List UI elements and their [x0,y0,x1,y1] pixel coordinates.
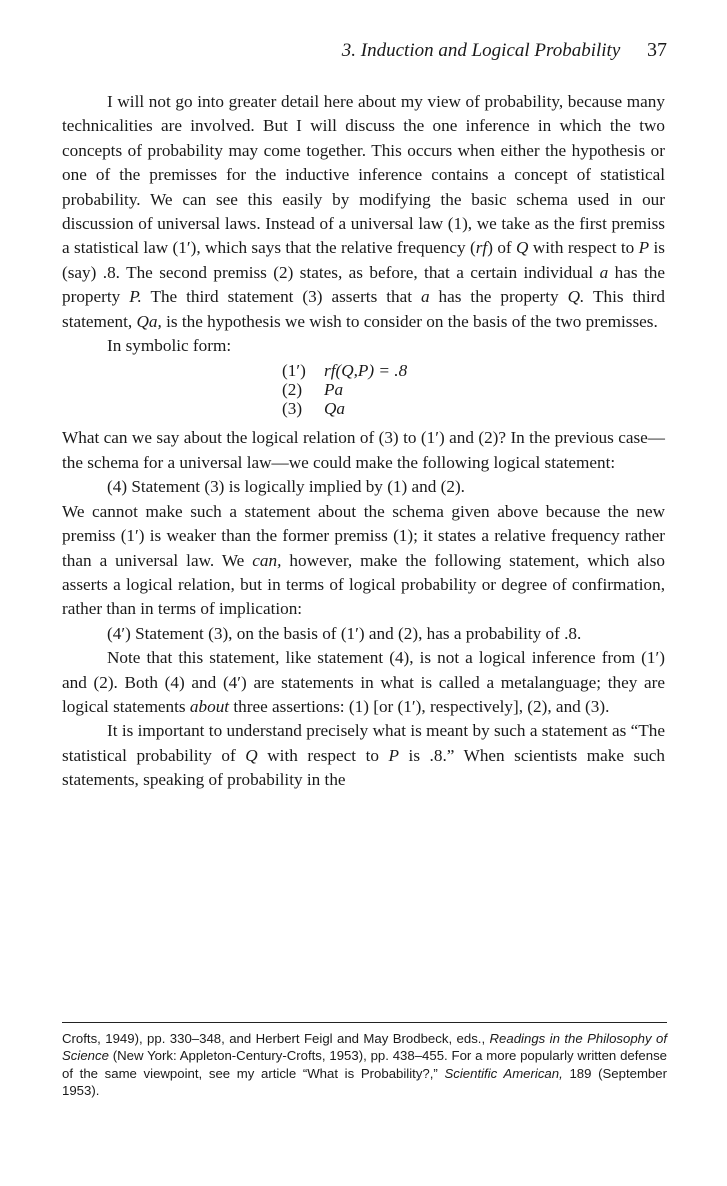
paragraph-1 [62,90,665,334]
formula-row [282,380,665,399]
text-run: with respect to [257,745,389,765]
text-run: is .8.” When scientists make such statements, speaking of probability in the [62,745,666,790]
text-run: is the hypothesis we wish to consider on the basis of the two premisses. [161,311,658,331]
text-run: is (say) .8. The second premiss (2) states, as before, that a certain individual [62,238,665,282]
text-run: I will not go into greater detail here about my view of probability, because many technicalities are involved. But I will discuss the one inference in which the two concepts of probability may come together. This occurs when either the hypothesis or one of the premisses for the inductive inference contains a concept of statistical probability. We can see this easily by modifying the basic schema used in our discussion of universal laws. Instead of a universal law (1), we take as the first premiss a statistical law (1′), which says that the relative frequency ( [62,92,665,258]
text-run: has the property [429,287,568,307]
text-run: The third statement (3) asserts that [141,287,421,307]
italic-term: P. [129,287,142,307]
formula-row [282,361,665,380]
paragraph-6 [62,719,665,792]
italic-term: can, [252,550,282,570]
text-run: It is important to understand precisely what is meant by such a statement as “The statistical probability of [62,721,665,765]
formula-row [282,399,665,418]
italic-term: P [388,745,399,765]
text-run: This third statement, [62,287,665,331]
text-run: Note that this statement, like statement (4), is not a logical inference from (1′) and (2). Both (4) and (4′) are statements in what is called a metalanguage; they are logical statements [62,648,665,716]
text-run: 189 (September 1953). [62,1065,667,1099]
formula-label: (2) [282,380,303,400]
running-header [62,38,667,63]
formula-label: (1′) [282,361,306,381]
italic-term: a [420,287,430,307]
italic-term: Q [516,238,529,258]
chapter-title: 3. Induction and Logical Probability [341,40,621,61]
formula-expression: Qa [324,399,346,419]
italic-term: a [599,262,609,282]
symbolic-formula [282,361,665,418]
italic-term: Readings in the Philosophy of Science [62,1031,668,1064]
italic-term: Q [245,745,258,765]
italic-term: rf [475,238,488,258]
italic-term: Scientific American, [444,1065,563,1081]
text-run: We cannot make such a statement about the schema given above because the new premiss (1′) is weaker than the former premiss (1); it states a relative frequency rather than a universal law. We [62,501,665,570]
italic-term: P [638,238,650,258]
paragraph-4 [62,500,665,622]
text-run: however, make the following statement, which also asserts a logical relation, but in terms of logical probability or degree of confirmation, rather than in terms of implication: [62,550,665,619]
footnote [62,1030,667,1100]
paragraph-2: In symbolic form: [107,336,232,356]
body-text [62,90,665,793]
text-run: with respect to [528,238,639,258]
formula-label: (3) [282,399,303,419]
formula-expression: rf(Q,P) = .8 [324,361,408,381]
paragraph-5 [62,646,665,719]
text-run: ) of [487,238,517,258]
statement-4-prime: (4′) Statement (3), on the basis of (1′) and (2), has a probability of .8. [107,623,582,643]
page-number: 37 [647,39,667,61]
text-run: (New York: Appleton-Century-Crofts, 1953), pp. 438–455. For a more popularly written defense of the same viewpoint, see my article “What is Probability?,” [62,1048,667,1081]
text-run: three assertions: (1) [or (1′), respectively], (2), and (3). [229,696,610,716]
footnote-text [62,1030,667,1100]
italic-term: about [189,696,230,716]
text-run: Crofts, 1949), pp. 330–348, and Herbert Feigl and May Brodbeck, eds., [62,1031,490,1046]
statement-4: (4) Statement (3) is logically implied by (1) and (2). [107,477,465,497]
text-run: has the property [62,262,665,307]
italic-term: Q. [567,287,585,307]
italic-term: Qa, [136,311,162,331]
paragraph-3: What can we say about the logical relation of (3) to (1′) and (2)? In the previous case—the schema for a universal law—we could make the following logical statement: [62,428,665,472]
footnote-divider [62,1022,667,1023]
formula-expression: Pa [324,380,344,400]
